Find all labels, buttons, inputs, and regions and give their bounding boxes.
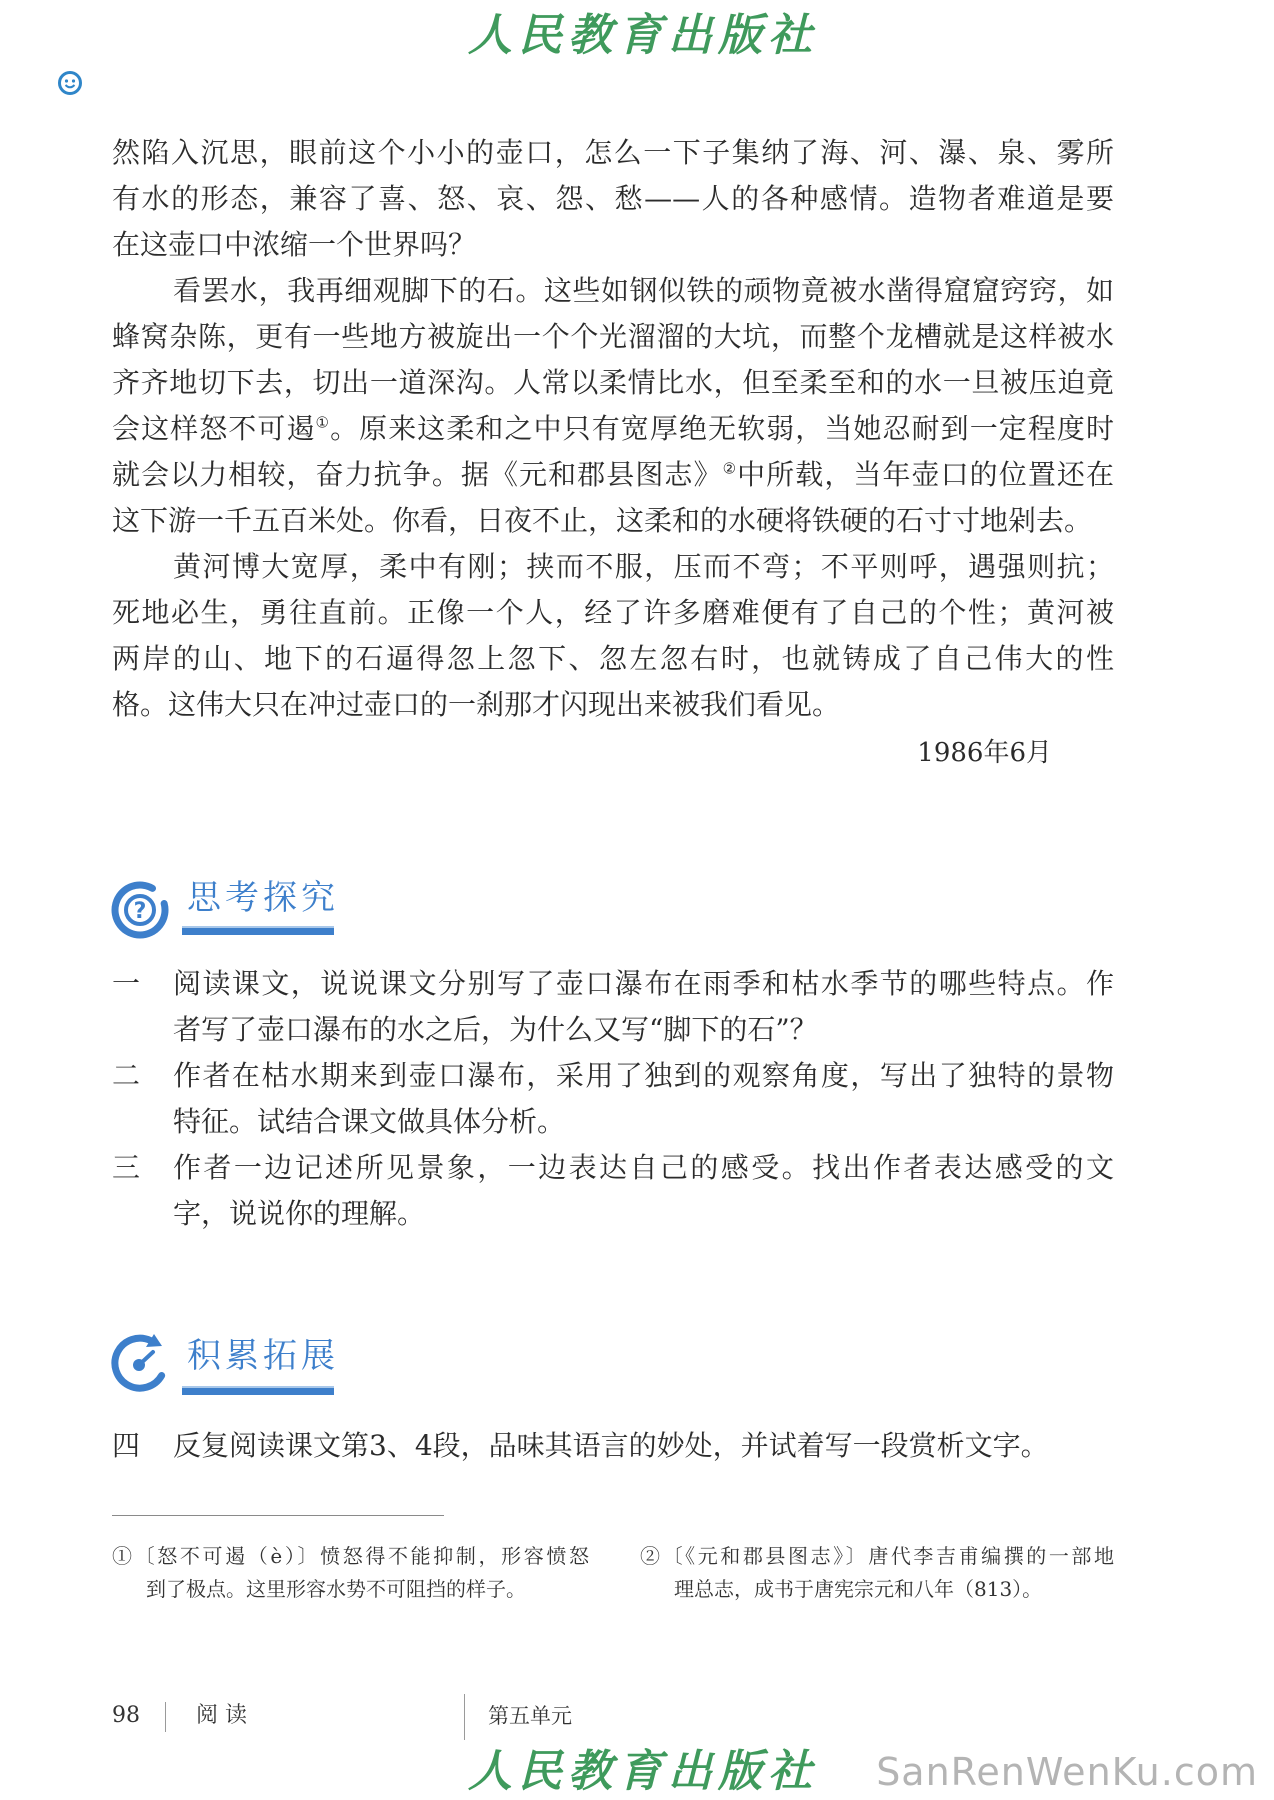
section-title-think: 思考探究 [187, 878, 339, 918]
question-number: 一 [112, 967, 141, 1000]
section-underline [182, 1386, 334, 1395]
footnote-marker-1: ① [315, 413, 331, 432]
question-number: 四 [112, 1429, 141, 1462]
article-line: 齐齐地切下去，切出一道深沟。人常以柔情比水，但至柔至和的水一旦被压迫竟 [112, 366, 1114, 399]
footnote-line: ②〔《元和郡县图志》〕唐代李吉甫编撰的一部地 [640, 1544, 1114, 1568]
footnote-marker-2: ② [722, 459, 738, 478]
article-date: 1986年6月 [917, 738, 1052, 768]
article-text: 。原来这柔和之中只有宽厚绝无软弱，当她忍耐到一定程度时 [330, 412, 1114, 445]
footer-divider [165, 1702, 166, 1732]
article-text: 就会以力相较，奋力抗争。据《元和郡县图志》 [112, 458, 723, 491]
question-line: 特征。试结合课文做具体分析。 [173, 1105, 566, 1138]
footer-unit-label: 第五单元 [488, 1704, 572, 1728]
footnote-line: 理总志，成书于唐宪宗元和八年（813）。 [674, 1577, 1043, 1601]
article-line: 在这壶口中浓缩一个世界吗？ [112, 228, 477, 261]
footnote-divider [112, 1515, 444, 1516]
question-item [112, 961, 1114, 1053]
question-line: 反复阅读课文第3、4段，品味其语言的妙处，并试着写一段赏析文字。 [173, 1429, 1049, 1462]
article-line: 蜂窝杂陈，更有一些地方被旋出一个个光溜溜的大坑，而整个龙槽就是这样被水 [112, 320, 1114, 353]
publisher-logo-top: 人民教育出版社 [468, 10, 818, 61]
question-list [112, 961, 1114, 1237]
article-line: 黄河博大宽厚，柔中有刚；挟而不服，压而不弯；不平则呼，遇强则抗； [173, 550, 1114, 583]
article-text: 中所载，当年壶口的位置还在 [737, 458, 1114, 491]
question-list [112, 1423, 1114, 1469]
question-line: 阅读课文，说说课文分别写了壶口瀑布在雨季和枯水季节的哪些特点。作 [173, 967, 1114, 1000]
site-watermark: SanRenWenKu.com [876, 1750, 1258, 1794]
question-line: 作者一边记述所见景象，一边表达自己的感受。找出作者表达感受的文 [173, 1151, 1114, 1184]
question-item [112, 1423, 1114, 1469]
smiley-icon [57, 70, 83, 96]
section-title-expand: 积累拓展 [187, 1336, 339, 1376]
footnote-1 [112, 1540, 589, 1606]
page-number: 98 [112, 1703, 140, 1728]
question-item [112, 1145, 1114, 1237]
article-line [112, 406, 1114, 452]
svg-text:?: ? [133, 899, 147, 924]
article-line: 有水的形态，兼容了喜、怒、哀、怨、愁——人的各种感情。造物者难道是要 [112, 182, 1114, 215]
footer-part-label: 阅 读 [196, 1703, 247, 1728]
article-line [112, 452, 1114, 498]
publisher-logo-bottom: 人民教育出版社 [468, 1746, 818, 1797]
question-number: 二 [112, 1059, 141, 1092]
question-item [112, 1053, 1114, 1145]
circular-arrow-icon [110, 1333, 170, 1393]
article-text: 会这样怒不可遏 [112, 412, 316, 445]
article-body [112, 130, 1114, 728]
footnote-line: 到了极点。这里形容水势不可阻挡的样子。 [146, 1577, 526, 1601]
article-line: 死地必生，勇往直前。正像一个人，经了许多磨难便有了自己的个性；黄河被 [112, 596, 1114, 629]
article-line: 然陷入沉思，眼前这个小小的壶口，怎么一下子集纳了海、河、瀑、泉、雾所 [112, 136, 1114, 169]
article-line: 看罢水，我再细观脚下的石。这些如钢似铁的顽物竟被水凿得窟窟窍窍，如 [173, 274, 1114, 307]
question-line: 字，说说你的理解。 [173, 1197, 426, 1230]
question-circle-icon [110, 880, 170, 940]
article-line: 这下游一千五百米处。你看，日夜不止，这柔和的水硬将铁硬的石寸寸地剁去。 [112, 504, 1093, 537]
article-line: 格。这伟大只在冲过壶口的一刹那才闪现出来被我们看见。 [112, 688, 841, 721]
footnote-2 [640, 1540, 1114, 1606]
footer-divider [464, 1694, 465, 1740]
section-underline [182, 926, 334, 935]
question-number: 三 [112, 1151, 141, 1184]
question-line: 者写了壶口瀑布的水之后，为什么又写“脚下的石”？ [173, 1013, 818, 1046]
footnote-line: ①〔怒不可遏（è）〕愤怒得不能抑制，形容愤怒 [112, 1544, 589, 1568]
question-line: 作者在枯水期来到壶口瀑布，采用了独到的观察角度，写出了独特的景物 [173, 1059, 1114, 1092]
article-line: 两岸的山、地下的石逼得忽上忽下、忽左忽右时，也就铸成了自己伟大的性 [112, 642, 1114, 675]
